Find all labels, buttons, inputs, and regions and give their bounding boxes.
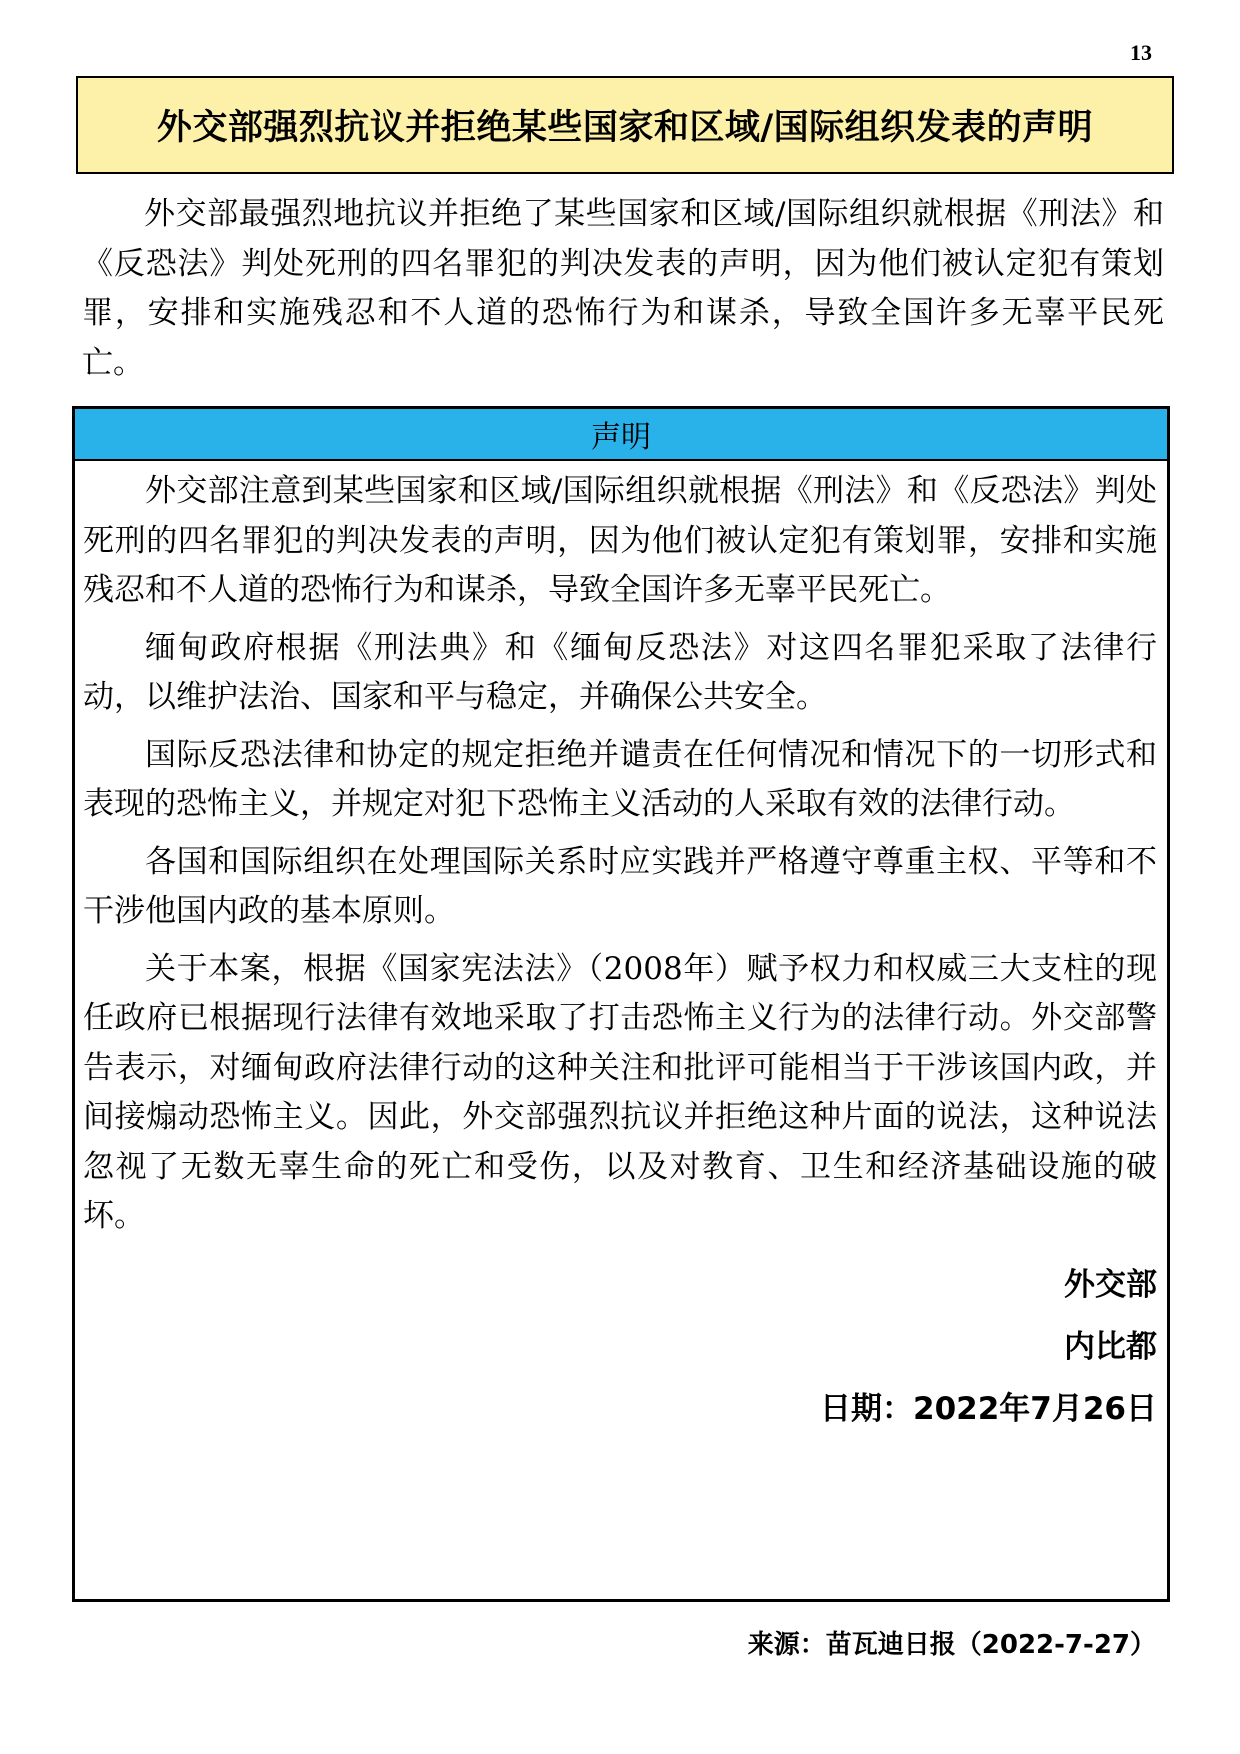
statement-header: 声明 (75, 409, 1167, 461)
title-banner (76, 76, 1174, 174)
statement-paragraph: 缅甸政府根据《刑法典》和《缅甸反恐法》对这四名罪犯采取了法律行动，以维护法治、国家和平与稳定，并确保公共安全。 (83, 629, 1157, 715)
statement-body (75, 461, 1167, 1440)
page-number: 13 (1130, 40, 1152, 65)
signature-city: 内比都 (1064, 1328, 1157, 1365)
statement-paragraph: 关于本案，根据《国家宪法法》（2008年）赋予权力和权威三大支柱的现任政府已根据现行法律有效地采取了打击恐怖主义行为的法律行动。外交部警告表示，对缅甸政府法律行动的这种关注和批评可能相当于干涉该国内政，并间接煽动恐怖主义。因此，外交部强烈抗议并拒绝这种片面的说法，这种说法忽视了无数无辜生命的死亡和受伤，以及对教育、卫生和经济基础设施的破坏。 (83, 950, 1157, 1234)
statement-paragraph: 各国和国际组织在处理国际关系时应实践并严格遵守尊重主权、平等和不干涉他国内政的基本原则。 (83, 843, 1157, 929)
signature-ministry: 外交部 (1064, 1266, 1157, 1303)
statement-paragraph: 国际反恐法律和协定的规定拒绝并谴责在任何情况和情况下的一切形式和表现的恐怖主义，并规定对犯下恐怖主义活动的人采取有效的法律行动。 (83, 736, 1157, 822)
statement-paragraph: 外交部注意到某些国家和区域/国际组织就根据《刑法》和《反恐法》判处死刑的四名罪犯的判决发表的声明，因为他们被认定犯有策划罪，安排和实施残忍和不人道的恐怖行为和谋杀，导致全国许多无辜平民死亡。 (83, 473, 1157, 608)
source-citation: 来源：苗瓦迪日报（2022-7-27） (747, 1630, 1156, 1660)
page-title: 外交部强烈抗议并拒绝某些国家和区域/国际组织发表的声明 (156, 108, 1094, 148)
statement-box (72, 406, 1170, 1602)
signature-date: 日期：2022年7月26日 (820, 1390, 1157, 1427)
intro-paragraph: 外交部最强烈地抗议并拒绝了某些国家和区域/国际组织就根据《刑法》和《反恐法》判处死刑的四名罪犯的判决发表的声明，因为他们被认定犯有策划罪，安排和实施残忍和不人道的恐怖行为和谋杀，导致全国许多无辜平民死亡。 (82, 196, 1164, 381)
